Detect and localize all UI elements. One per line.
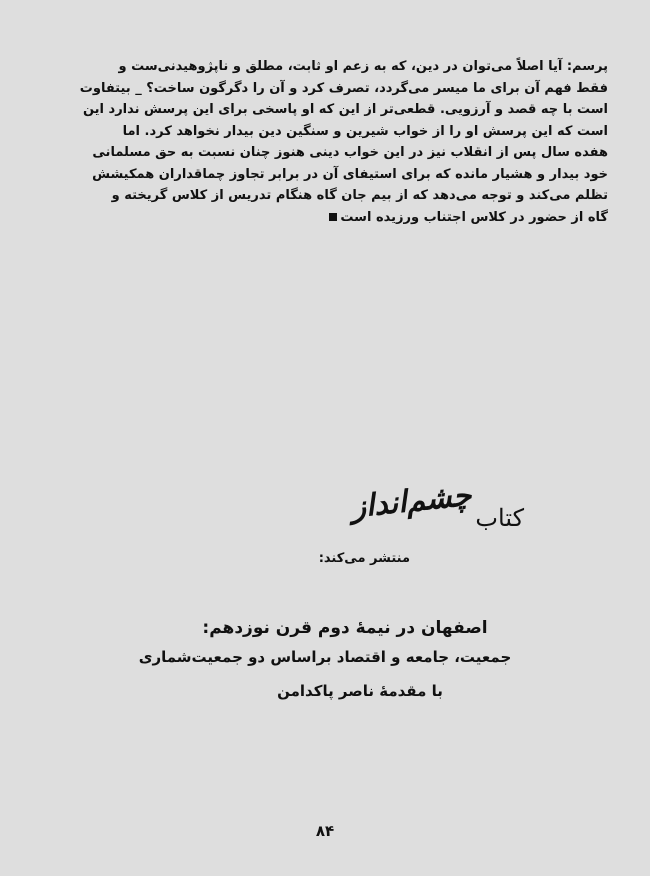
paragraph-line: است با چه قصد و آرزویی. قطعی‌تر از این که او پاسخی برای این پرسش ندارد این [82, 102, 608, 117]
publisher-logo-word: کتاب [475, 504, 524, 532]
end-of-text-icon [329, 213, 337, 221]
paragraph-last-line [48, 207, 608, 229]
paragraph-line: گاه از حضور در کلاس اجتناب ورزیده است [340, 209, 608, 225]
paragraph-line: پرسم: آیا اصلاً می‌توان در دین، که به زعم او ثابت، مطلق و ناپژوهیدنی‌ست و [118, 59, 608, 74]
paragraph-line: هفده سال پس از انقلاب نیز در این خواب دینی هنوز چنان نسبت به حق مسلمانی [92, 145, 608, 160]
body-paragraph [48, 56, 608, 228]
paragraph-line: است که این پرسش او را از خواب شیرین و سنگین دین بیدار نخواهد کرد. اما [122, 123, 608, 139]
book-intro [0, 682, 650, 700]
publishes-label: منتشر می‌کند: [318, 551, 410, 566]
book-subtitle: جمعیت، جامعه و اقتصاد براساس دو جمعیت‌شماری [138, 648, 512, 666]
publisher-logo [349, 476, 530, 546]
paragraph-line: تظلم می‌کند و توجه می‌دهد که از بیم جان گاه هنگام تدریس از کلاس گریخته و [111, 188, 608, 203]
page-number: ۸۴ [315, 822, 335, 840]
paragraph-line: خود بیدار و هشیار مانده که برای استیفای آن در برابر تجاوز چماقداران همکیشش [92, 166, 608, 182]
book-title-text: اصفهان در نیمهٔ دوم قرن نوزدهم: [202, 618, 488, 638]
paragraph-line: فقط فهم آن برای ما میسر می‌گردد، تصرف کرد و آن را دگرگون ساخت؟ _ بیتفاوت [79, 80, 608, 96]
book-intro-text: با مقدمهٔ ناصر پاکدامن [277, 682, 443, 700]
book-title [0, 618, 650, 638]
publisher-logo-script: چشم‌انداز [349, 477, 474, 526]
